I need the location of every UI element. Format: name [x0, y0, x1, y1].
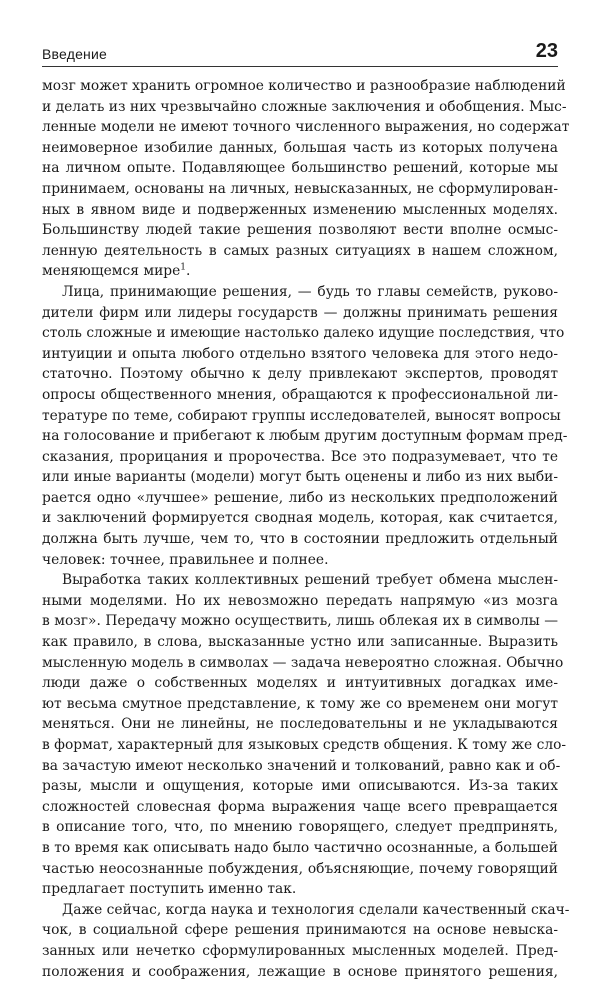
text-line: или иные варианты (модели) могут быть оценены и либо из них выби- [42, 469, 558, 486]
text-line: должна быть лучше, чем то, что в состоянии предложить отдельный [42, 531, 558, 548]
text-line: Лица, принимающие решения, — будь то главы семейств, руково- [62, 283, 558, 300]
text-line: интуиции и опыта любого отдельно взятого человека для этого недо- [42, 345, 558, 362]
running-header [42, 40, 558, 67]
paragraph-2 [42, 282, 568, 570]
text-line: ют весьма смутное представление, к тому же со временем они могут [42, 695, 558, 712]
text-line: и делать из них чрезвычайно сложные заключения и обобщения. Мыс- [42, 98, 567, 115]
text-line: ленные модели не имеют точного численного выражения, но содержат [42, 119, 570, 136]
text-line: тературе по теме, собирают группы исследователей, выносят вопросы [42, 407, 561, 424]
text-line: чок, в социальной сфере решения принимаются на основе невыска- [42, 922, 558, 939]
book-page [42, 40, 570, 982]
text-line: принимаем, основаны на личных, невысказанных, не сформулирован- [42, 180, 558, 197]
text-line: сказания, прорицания и пророчества. Все это подразумевает, что те [42, 448, 558, 465]
text-line: положения и соображения, лежащие в основе принятого решения, [42, 963, 558, 980]
text-line: люди даже о собственных моделях и интуитивных догадках име- [42, 675, 558, 692]
text-line: Большинству людей такие решения позволяют вести вполне осмыс- [42, 222, 558, 239]
body-text [42, 76, 570, 982]
page-number: 23 [535, 40, 558, 62]
text-line: дители фирм или лидеры государств — должны принимать решения [42, 304, 558, 321]
text-line: статочно. Поэтому обычно к делу привлекают экспертов, проводят [42, 366, 558, 383]
text-line: разы, мысли и ощущения, которые ими описываются. Из-за таких [42, 778, 558, 795]
text-line: занных или нечетко сформулированных мысленных моделей. Пред- [42, 942, 558, 959]
text-line: сложностей словесная форма выражения чаще всего превращается [42, 798, 558, 815]
text-line: столь сложные и имеющие настолько далеко идущие последствия, что [42, 325, 565, 342]
text-line: Даже сейчас, когда наука и технология сделали качественный скач- [62, 901, 570, 918]
text-line: частью неосознанные побуждения, объясняющие, почему говорящий [42, 860, 558, 877]
text-line: мысленную модель в символах — задача невероятно сложная. Обычно [42, 654, 564, 671]
text-line: ными моделями. Но их невозможно передать напрямую «из мозга [42, 592, 558, 609]
paragraph-4 [42, 900, 570, 982]
text-line: рается одно «лучшее» решение, либо из нескольких предположений [42, 489, 558, 506]
text-line: на личном опыте. Подавляющее большинство решений, которые мы [42, 160, 558, 177]
paragraph-3 [42, 570, 567, 900]
text-line: на голосование и прибегают к любым другим доступным формам пред- [42, 428, 568, 445]
text-line: мозг может хранить огромное количество и разнообразие наблюдений [42, 78, 566, 94]
text-line: как правило, в слова, высказанные устно или записанные. Выразить [42, 634, 558, 651]
text-line: ленную деятельность в самых разных ситуациях в нашем сложном, [42, 242, 558, 259]
text-line: в то время как описывать надо было частично осознанные, а большей [42, 839, 558, 856]
text-line: и заключений формируется сводная модель, которая, как считается, [42, 510, 558, 527]
sentence-end: . [186, 263, 191, 280]
text-line: меняться. Они не линейны, не последовательны и не укладываются [42, 716, 558, 733]
section-title: Введение [42, 46, 107, 62]
text-line: человек: точнее, правильнее и полнее. [42, 551, 329, 568]
text-line: в формат, характерный для языковых средств общения. К тому же сло- [42, 737, 567, 753]
text-line: неимоверное изобилие данных, большая часть из которых получена [42, 139, 558, 156]
text-line: в мозг». Передачу можно осуществить, лишь облекая их в символы — [42, 613, 558, 630]
footnote-mark: 1 [180, 262, 187, 273]
text-line: меняющемся мире [42, 263, 181, 280]
text-line: предлагает поступить именно так. [42, 881, 297, 898]
text-line: в описание того, что, по мнению говорящего, следует предпринять, [42, 819, 558, 836]
text-line-last [42, 261, 558, 282]
text-line: опросы общественного мнения, обращаются к профессиональной ли- [42, 386, 558, 403]
text-line: ных в явном виде и подверженных изменению мысленных моделях. [42, 201, 558, 218]
paragraph-1 [42, 76, 570, 282]
text-line: Выработка таких коллективных решений требует обмена мыслен- [62, 572, 558, 589]
text-line: ва зачастую имеют несколько значений и толкований, равно как и об- [42, 757, 561, 774]
